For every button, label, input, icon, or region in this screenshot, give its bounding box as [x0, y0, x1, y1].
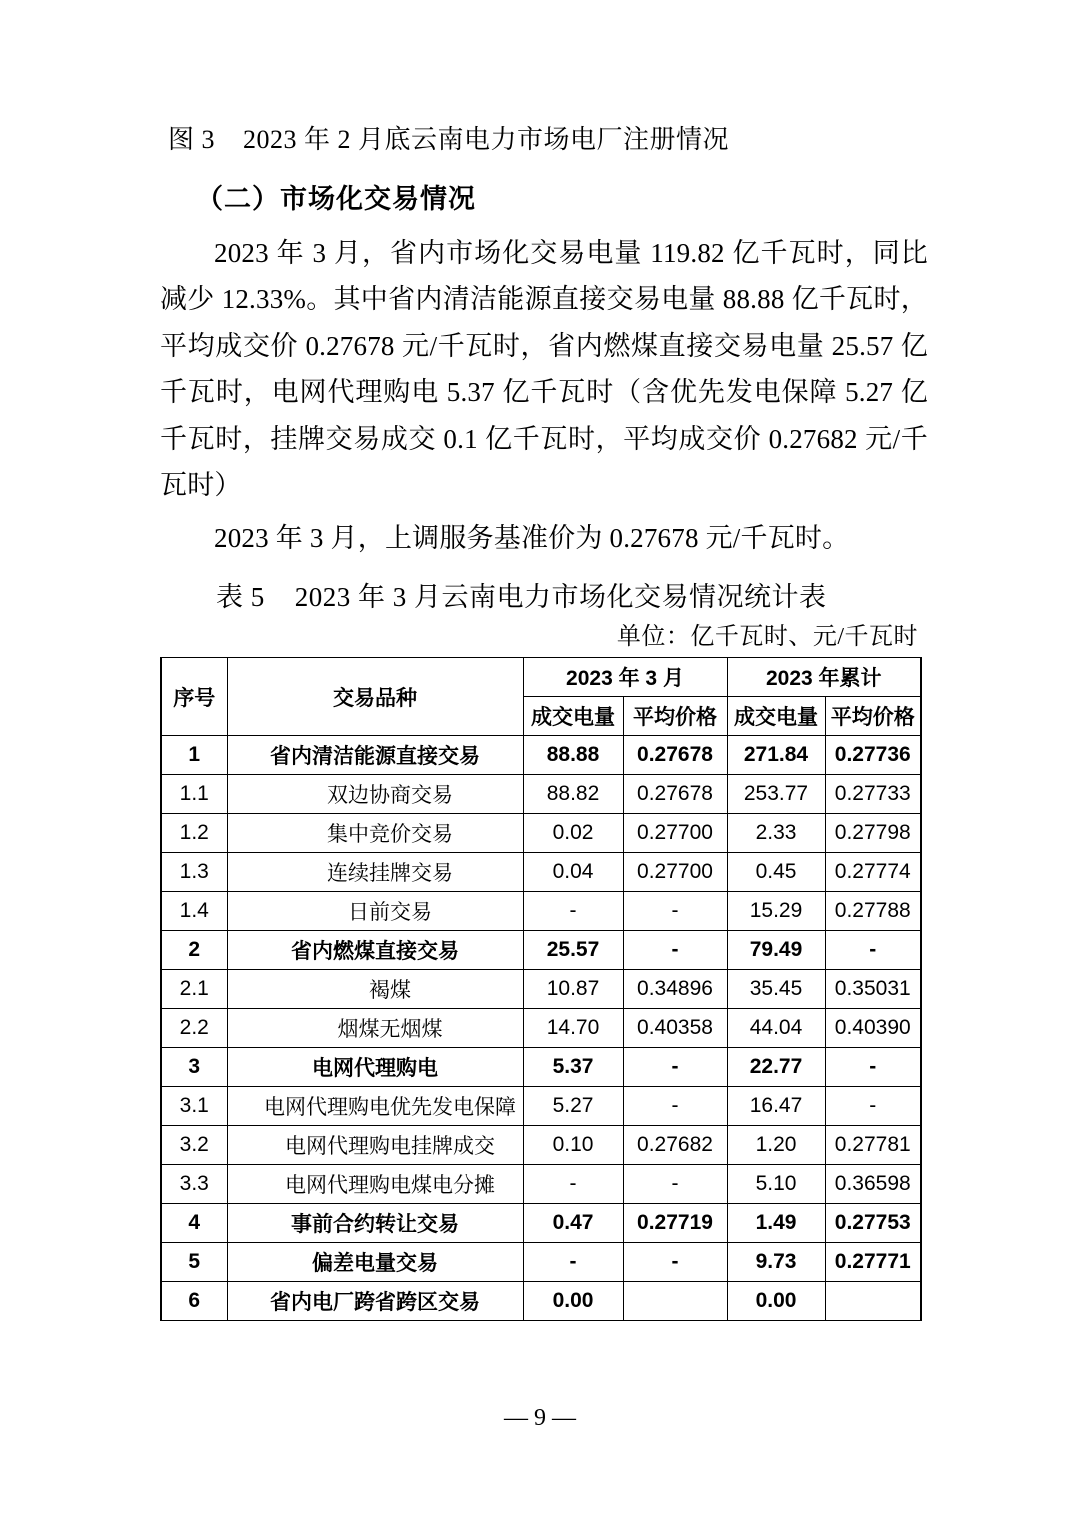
cell-month-volume: 0.04	[523, 853, 623, 892]
cell-seq: 3.3	[161, 1165, 227, 1204]
cell-seq: 1.3	[161, 853, 227, 892]
cell-seq: 3.1	[161, 1087, 227, 1126]
paragraph-market-transactions: 2023 年 3 月，省内市场化交易电量 119.82 亿千瓦时，同比减少 12.33%。其中省内清洁能源直接交易电量 88.88 亿千瓦时，平均成交价 0.27678 元/千瓦时，省内燃煤直接交易电量 25.57 亿千瓦时，电网代理购电 5.37 亿千瓦时（含优先发电保障 5.27 亿千瓦时，挂牌交易成交 0.1 亿千瓦时，平均成交价 0.27682 元/千瓦时）	[160, 238, 928, 501]
cell-seq: 3.2	[161, 1126, 227, 1165]
header-cumulative-volume: 成交电量	[727, 697, 825, 736]
market-transaction-table	[160, 657, 922, 1321]
cell-cumulative-price	[825, 1282, 921, 1321]
cell-variety: 省内清洁能源直接交易	[227, 736, 523, 775]
cell-seq: 2.1	[161, 970, 227, 1009]
cell-cumulative-price: -	[825, 1048, 921, 1087]
cell-month-price: -	[623, 931, 727, 970]
cell-seq: 1.2	[161, 814, 227, 853]
table-row	[161, 1165, 921, 1204]
table-row	[161, 1087, 921, 1126]
cell-month-volume: 5.37	[523, 1048, 623, 1087]
table-header-row-1	[161, 658, 921, 697]
figure-caption	[160, 120, 928, 159]
cell-cumulative-price: -	[825, 1087, 921, 1126]
paragraph-service-price: 2023 年 3 月，上调服务基准价为 0.27678 元/千瓦时。	[214, 522, 850, 553]
cell-cumulative-price: 0.40390	[825, 1009, 921, 1048]
cell-variety: 日前交易	[227, 892, 523, 931]
cell-seq: 2	[161, 931, 227, 970]
cell-variety: 双边协商交易	[227, 775, 523, 814]
cell-month-volume: 0.00	[523, 1282, 623, 1321]
header-cumulative-price: 平均价格	[825, 697, 921, 736]
cell-cumulative-price: 0.36598	[825, 1165, 921, 1204]
table-caption-text: 2023 年 3 月云南电力市场化交易情况统计表	[294, 582, 827, 613]
cell-seq: 1.4	[161, 892, 227, 931]
cell-cumulative-volume: 44.04	[727, 1009, 825, 1048]
cell-variety: 电网代理购电优先发电保障	[227, 1087, 523, 1126]
cell-variety: 电网代理购电煤电分摊	[227, 1165, 523, 1204]
cell-month-volume: 88.82	[523, 775, 623, 814]
cell-month-volume: -	[523, 892, 623, 931]
table-row	[161, 1048, 921, 1087]
table-row	[161, 1009, 921, 1048]
table-row	[161, 1243, 921, 1282]
cell-month-volume: -	[523, 1243, 623, 1282]
cell-month-volume: 5.27	[523, 1087, 623, 1126]
cell-cumulative-price: 0.27733	[825, 775, 921, 814]
table-row	[161, 1126, 921, 1165]
cell-month-volume: 10.87	[523, 970, 623, 1009]
cell-cumulative-volume: 79.49	[727, 931, 825, 970]
cell-cumulative-volume: 0.45	[727, 853, 825, 892]
cell-cumulative-price: 0.27798	[825, 814, 921, 853]
table-row	[161, 775, 921, 814]
cell-month-price: 0.27700	[623, 814, 727, 853]
table-row	[161, 1282, 921, 1321]
header-seq: 序号	[161, 658, 227, 736]
cell-seq: 4	[161, 1204, 227, 1243]
section-heading: （二）市场化交易情况	[196, 184, 476, 214]
cell-cumulative-price: 0.27771	[825, 1243, 921, 1282]
cell-variety: 电网代理购电	[227, 1048, 523, 1087]
table-row	[161, 1204, 921, 1243]
cell-cumulative-volume: 22.77	[727, 1048, 825, 1087]
cell-month-volume: 14.70	[523, 1009, 623, 1048]
table-row	[161, 814, 921, 853]
table-row	[161, 853, 921, 892]
cell-cumulative-volume: 35.45	[727, 970, 825, 1009]
cell-month-volume: 88.88	[523, 736, 623, 775]
cell-cumulative-price: 0.27753	[825, 1204, 921, 1243]
cell-month-price: -	[623, 1165, 727, 1204]
cell-cumulative-price: 0.27774	[825, 853, 921, 892]
cell-month-price: 0.34896	[623, 970, 727, 1009]
cell-cumulative-price: 0.27788	[825, 892, 921, 931]
table-unit-note: 单位：亿千瓦时、元/千瓦时	[616, 624, 918, 651]
cell-variety: 连续挂牌交易	[227, 853, 523, 892]
cell-cumulative-volume: 16.47	[727, 1087, 825, 1126]
cell-variety: 省内电厂跨省跨区交易	[227, 1282, 523, 1321]
header-variety: 交易品种	[227, 658, 523, 736]
table-row	[161, 736, 921, 775]
cell-seq: 5	[161, 1243, 227, 1282]
cell-month-volume: 25.57	[523, 931, 623, 970]
table-row	[161, 970, 921, 1009]
figure-caption-text: 2023 年 2 月底云南电力市场电厂注册情况	[243, 125, 730, 154]
cell-variety: 偏差电量交易	[227, 1243, 523, 1282]
cell-variety: 事前合约转让交易	[227, 1204, 523, 1243]
cell-month-volume: -	[523, 1165, 623, 1204]
cell-month-price: 0.27719	[623, 1204, 727, 1243]
cell-month-volume: 0.02	[523, 814, 623, 853]
header-group-cumulative: 2023 年累计	[727, 658, 921, 697]
cell-month-volume: 0.10	[523, 1126, 623, 1165]
table-caption-label: 表 5	[216, 582, 265, 613]
header-month-volume: 成交电量	[523, 697, 623, 736]
table-head	[161, 658, 921, 736]
cell-cumulative-volume: 1.20	[727, 1126, 825, 1165]
header-month-price: 平均价格	[623, 697, 727, 736]
page-content	[160, 120, 928, 1321]
cell-seq: 1	[161, 736, 227, 775]
cell-month-price	[623, 1282, 727, 1321]
cell-month-volume: 0.47	[523, 1204, 623, 1243]
cell-variety: 电网代理购电挂牌成交	[227, 1126, 523, 1165]
cell-variety: 集中竞价交易	[227, 814, 523, 853]
cell-cumulative-volume: 1.49	[727, 1204, 825, 1243]
cell-month-price: -	[623, 892, 727, 931]
cell-seq: 6	[161, 1282, 227, 1321]
cell-cumulative-volume: 2.33	[727, 814, 825, 853]
header-group-month: 2023 年 3 月	[523, 658, 727, 697]
cell-month-price: 0.27682	[623, 1126, 727, 1165]
cell-cumulative-volume: 5.10	[727, 1165, 825, 1204]
cell-month-price: 0.27700	[623, 853, 727, 892]
cell-month-price: -	[623, 1048, 727, 1087]
cell-cumulative-volume: 9.73	[727, 1243, 825, 1282]
table-row	[161, 931, 921, 970]
cell-cumulative-price: -	[825, 931, 921, 970]
cell-cumulative-price: 0.27736	[825, 736, 921, 775]
cell-month-price: -	[623, 1087, 727, 1126]
cell-seq: 2.2	[161, 1009, 227, 1048]
cell-seq: 3	[161, 1048, 227, 1087]
cell-cumulative-volume: 271.84	[727, 736, 825, 775]
table-body	[161, 736, 921, 1321]
cell-variety: 褐煤	[227, 970, 523, 1009]
figure-caption-label: 图 3	[168, 125, 216, 154]
cell-month-price: 0.27678	[623, 775, 727, 814]
cell-cumulative-volume: 0.00	[727, 1282, 825, 1321]
cell-cumulative-volume: 15.29	[727, 892, 825, 931]
table-caption	[160, 575, 928, 614]
cell-variety: 省内燃煤直接交易	[227, 931, 523, 970]
cell-seq: 1.1	[161, 775, 227, 814]
cell-cumulative-price: 0.27781	[825, 1126, 921, 1165]
cell-month-price: 0.40358	[623, 1009, 727, 1048]
cell-month-price: -	[623, 1243, 727, 1282]
cell-variety: 烟煤无烟煤	[227, 1009, 523, 1048]
table-row	[161, 892, 921, 931]
cell-cumulative-price: 0.35031	[825, 970, 921, 1009]
page-footer: — 9 —	[504, 1405, 576, 1431]
cell-month-price: 0.27678	[623, 736, 727, 775]
cell-cumulative-volume: 253.77	[727, 775, 825, 814]
